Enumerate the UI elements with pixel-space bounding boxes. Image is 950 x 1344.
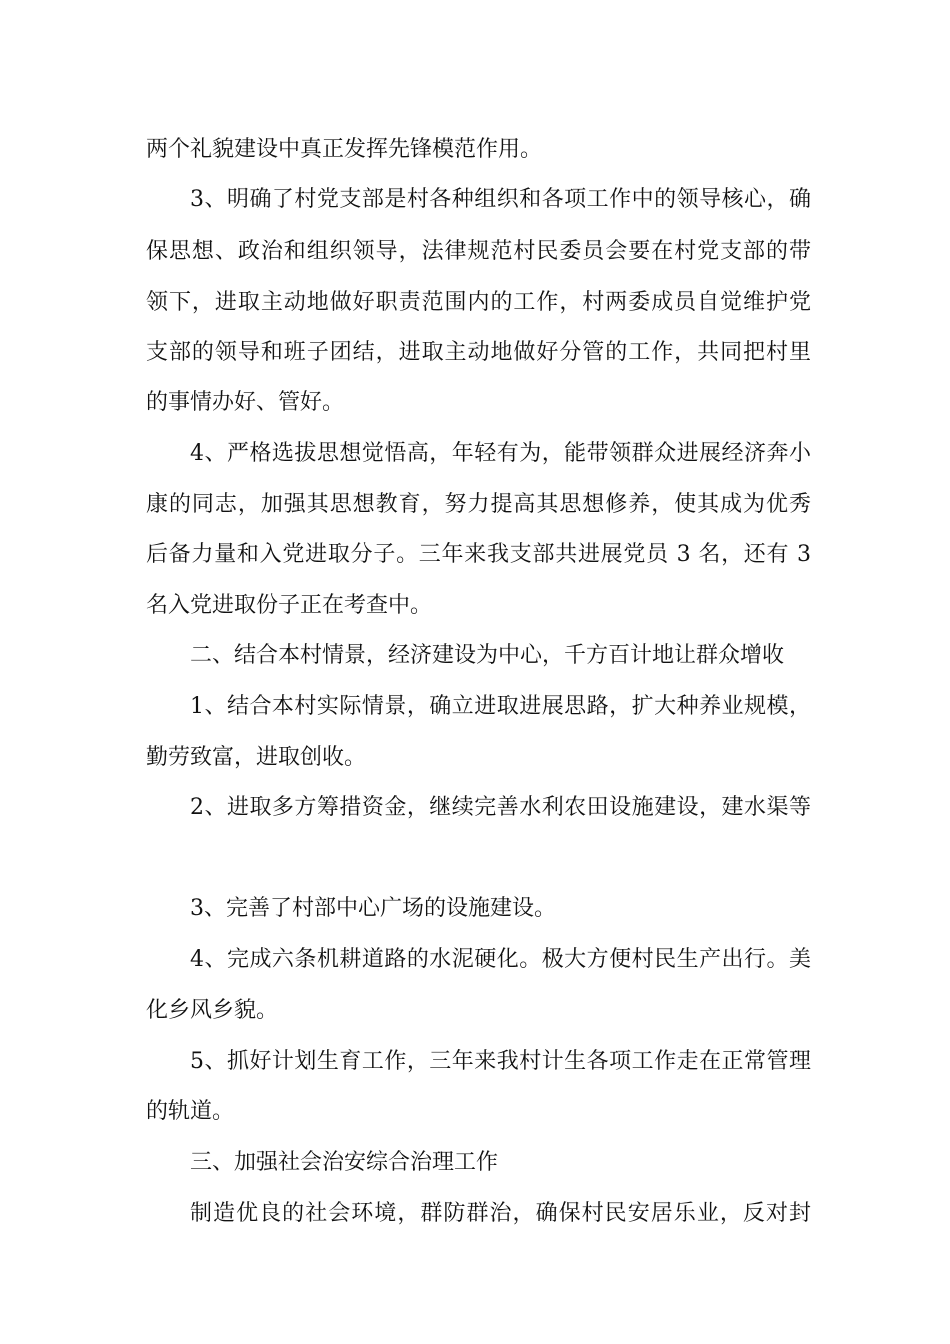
- text-line: 化乡风乡貌。: [146, 998, 279, 1023]
- text-line: 1、结合本村实际情景，确立进取进展思路，扩大种养业规模，: [190, 694, 811, 719]
- text-line: 4、完成六条机耕道路的水泥硬化。极大方便村民生产出行。美: [190, 947, 811, 972]
- text-line: 两个礼貌建设中真正发挥先锋模范作用。: [146, 137, 543, 162]
- text-line: 5、抓好计划生育工作，三年来我村计生各项工作走在正常管理: [190, 1049, 811, 1074]
- text-line: 制造优良的社会环境，群防群治，确保村民安居乐业，反对封: [190, 1201, 811, 1226]
- text-line: 三、加强社会治安综合治理工作: [190, 1150, 499, 1175]
- text-line: 保思想、政治和组织领导，法律规范村民委员会要在村党支部的带: [146, 239, 811, 264]
- text-line: 康的同志，加强其思想教育，努力提高其思想修养，使其成为优秀: [146, 492, 811, 517]
- text-line: 勤劳致富，进取创收。: [146, 745, 367, 770]
- text-line: 领下，进取主动地做好职责范围内的工作，村两委成员自觉维护党: [146, 290, 811, 315]
- text-line: 名入党进取份子正在考查中。: [146, 593, 433, 618]
- text-line: 后备力量和入党进取分子。三年来我支部共进展党员 3 名，还有 3: [146, 542, 811, 567]
- text-line: 支部的领导和班子团结，进取主动地做好分管的工作，共同把村里: [146, 340, 811, 365]
- text-line: 的事情办好、管好。: [146, 390, 345, 415]
- text-line: 3、明确了村党支部是村各种组织和各项工作中的领导核心，确: [190, 187, 811, 212]
- text-line: 4、严格选拔思想觉悟高，年轻有为，能带领群众进展经济奔小: [190, 441, 811, 466]
- text-line: 二、结合本村情景，经济建设为中心，千方百计地让群众增收: [190, 643, 785, 668]
- text-line: 2、进取多方筹措资金，继续完善水利农田设施建设，建水渠等: [190, 795, 811, 820]
- text-line: 3、完善了村部中心广场的设施建设。: [190, 896, 556, 921]
- text-line: 的轨道。: [146, 1099, 235, 1124]
